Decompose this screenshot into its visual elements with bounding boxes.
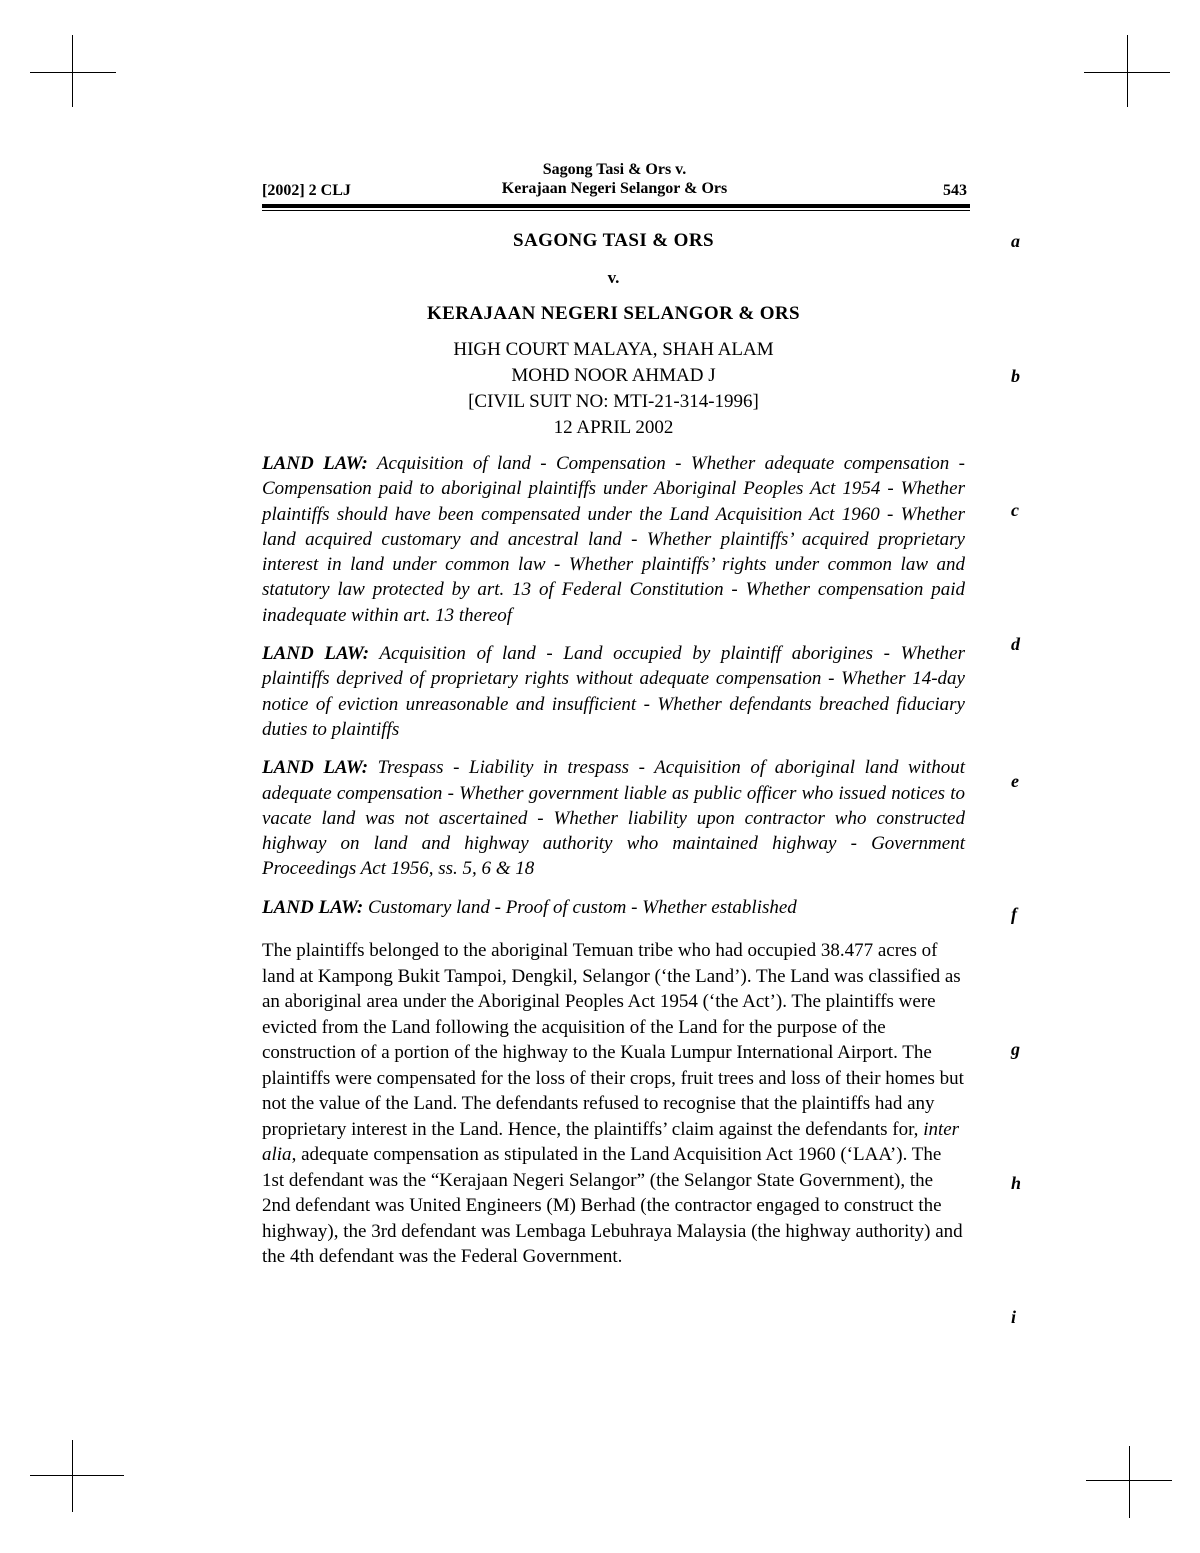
crop-mark-bottom-right-v bbox=[1129, 1446, 1130, 1518]
header-parties bbox=[262, 160, 967, 198]
judgment-date: 12 APRIL 2002 bbox=[553, 417, 674, 438]
crop-mark-top-right-v bbox=[1127, 35, 1128, 107]
suit-number: [CIVIL SUIT NO: MTI-21-314-1996] bbox=[468, 391, 759, 412]
headnote-paragraph bbox=[262, 938, 965, 1270]
crop-mark-bottom-left-h bbox=[30, 1475, 124, 1476]
running-header bbox=[262, 160, 967, 202]
page-number: 543 bbox=[943, 182, 967, 199]
case-report bbox=[262, 226, 965, 1270]
case-details bbox=[262, 337, 965, 441]
margin-letter-c: c bbox=[1011, 500, 1019, 520]
catchword-paragraph bbox=[262, 641, 965, 742]
margin-letter-d: d bbox=[1011, 634, 1020, 654]
catchword-label: LAND LAW: bbox=[262, 643, 370, 665]
header-rule-thick bbox=[262, 204, 970, 208]
catchword-text: Trespass - Liability in trespass - Acquisition of aboriginal land without adequate compensation - Whether government liable as public officer who issued notices to vacate land was not ascertained - Whether liability upon contractor who constructed highway on land and highway authority who maintained highway - Government Proceedings Act 1956, ss. 5, 6 & 18 bbox=[262, 757, 965, 880]
crop-mark-top-left-h bbox=[30, 72, 116, 73]
crop-mark-bottom-left-v bbox=[72, 1440, 73, 1512]
versus-label: v. bbox=[607, 268, 620, 287]
catchword-label: LAND LAW: bbox=[262, 757, 369, 779]
margin-letter-e: e bbox=[1011, 771, 1019, 791]
margin-letter-h: h bbox=[1011, 1173, 1022, 1193]
header-parties-line-1: Sagong Tasi & Ors v. bbox=[542, 161, 687, 178]
defendant-name: KERAJAAN NEGERI SELANGOR & ORS bbox=[426, 303, 801, 324]
header-rule-thin bbox=[262, 210, 970, 211]
catchword-paragraph bbox=[262, 451, 965, 628]
catchword-text: Acquisition of land - Compensation - Whether adequate compensation - Compensation paid to aboriginal plaintiffs under Aboriginal Peoples Act 1954 - Whether plaintiffs should have been compensated under the Land Acquisition Act 1960 - Whether land acquired customary and ancestral land - Whether plaintiffs’ acquired proprietary interest in land under common law - Whether plaintiffs’ rights under common law and statutory law protected by art. 13 of Federal Constitution - Whether compensation paid inadequate within art. 13 thereof bbox=[262, 453, 965, 626]
headnote-text-part-2: , adequate compensation as stipulated in the Land Acquisition Act 1960 (‘LAA’). The 1st defendant was the “Kerajaan Negeri Selangor” (the Selangor State Government), the 2nd defendant was United Engineers (M) Berhad (the contractor engaged to construct the highway), the 3rd defendant was Lembaga Lebuhraya Malaysia (the highway authority) and the 4th defendant was the Federal Government. bbox=[262, 1144, 963, 1268]
court-name: HIGH COURT MALAYA, SHAH ALAM bbox=[453, 339, 774, 360]
headnote-italic-phrase: inter alia bbox=[262, 1118, 960, 1166]
catchword-paragraph bbox=[262, 755, 965, 881]
judge-name: MOHD NOOR AHMAD J bbox=[511, 365, 716, 386]
plaintiff-name: SAGONG TASI & ORS bbox=[513, 230, 714, 251]
crop-mark-top-left-v bbox=[72, 35, 73, 107]
catchword-label: LAND LAW: bbox=[262, 896, 364, 918]
header-parties-line-2: Kerajaan Negeri Selangor & Ors bbox=[501, 180, 728, 197]
margin-letter-b: b bbox=[1011, 366, 1020, 386]
margin-letter-i: i bbox=[1011, 1307, 1017, 1327]
margin-letter-g: g bbox=[1011, 1039, 1020, 1059]
catchword-text: Customary land - Proof of custom - Whether established bbox=[363, 896, 797, 918]
margin-letter-f: f bbox=[1011, 904, 1017, 924]
catchword-label: LAND LAW: bbox=[262, 453, 368, 474]
catchword-paragraph bbox=[262, 895, 965, 920]
headnote-text-part-1: The plaintiffs belonged to the aboriginal Temuan tribe who had occupied 38.477 acres of land at Kampong Bukit Tampoi, Dengkil, Selangor (‘the Land’). The Land was classified as an aboriginal area under the Aboriginal Peoples Act 1954 (‘the Act’). The plaintiffs were evicted from the Land following the acquisition of the Land for the purpose of the construction of a portion of the highway to the Kuala Lumpur International Airport. The plaintiffs were compensated for the loss of their crops, fruit trees and loss of their homes but not the value of the Land. The defendants refused to recognise that the plaintiffs had any proprietary interest in the Land. Hence, the plaintiffs’ claim against the defendants for, bbox=[262, 940, 964, 1140]
law-report-citation: [2002] 2 CLJ bbox=[262, 182, 351, 199]
margin-letter-a: a bbox=[1011, 231, 1020, 251]
catchword-text: Acquisition of land - Land occupied by plaintiff aborigines - Whether plaintiffs deprived of proprietary rights without adequate compensation - Whether 14-day notice of eviction unreasonable and insufficient - Whether defendants breached fiduciary duties to plaintiffs bbox=[262, 643, 965, 740]
